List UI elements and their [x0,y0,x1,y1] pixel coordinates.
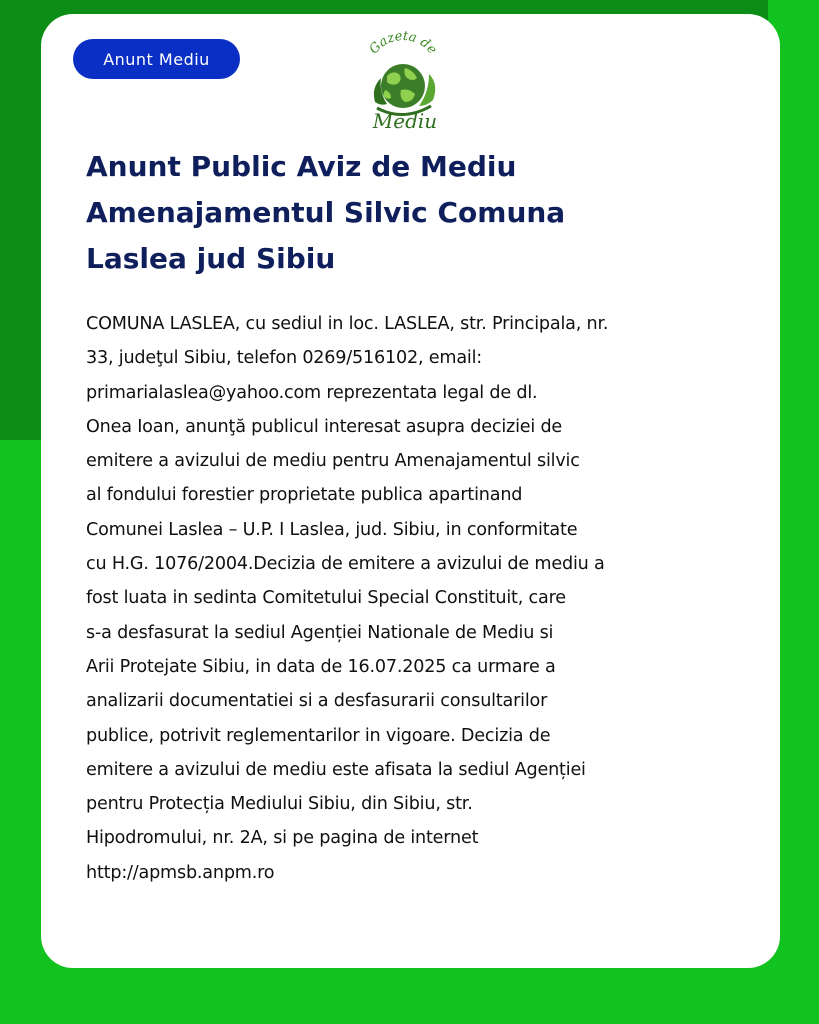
body-line: COMUNA LASLEA, cu sediul in loc. LASLEA, str. Principala, nr. [86,314,609,334]
body-line: Arii Protejate Sibiu, in data de 16.07.2025 ca urmare a [86,656,556,677]
title-line: Laslea jud Sibiu [86,242,336,275]
logo-top-text: Gazeta de [366,28,440,58]
body-line: al fondului forestier proprietate publica apartinand [86,485,523,506]
body-line: Onea Ioan, anunţă publicul interesat asupra deciziei de [86,416,563,437]
body-line: pentru Protecția Mediului Sibiu, din Sibiu, str. [86,794,473,815]
body-line: publice, potrivit reglementarilor in vigoare. Decizia de [86,725,551,746]
body-line: http://apmsb.anpm.ro [86,862,275,883]
article-title [86,144,726,282]
body-line: primarialaslea@yahoo.com reprezentata legal de dl. [86,382,538,403]
gazeta-de-mediu-logo [355,24,450,134]
globe-leaf-icon [355,24,450,134]
body-line: emitere a avizului de mediu este afisata la sediul Agenției [86,759,586,780]
body-line: Hipodromului, nr. 2A, si pe pagina de internet [86,828,479,849]
svg-text:Gazeta de [367,29,440,58]
body-line: s-a desfasurat la sediul Agenției Nationale de Mediu si [86,622,554,643]
article-body [86,307,761,890]
title-line: Amenajamentul Silvic Comuna [86,196,566,229]
body-line: analizarii documentatiei si a desfasurarii consultarilor [86,691,548,712]
body-line: Comunei Laslea – U.P. I Laslea, jud. Sibiu, in conformitate [86,519,578,540]
title-line: Anunt Public Aviz de Mediu [86,150,517,183]
body-line: 33, judeţul Sibiu, telefon 0269/516102, email: [86,348,483,369]
category-badge[interactable]: Anunt Mediu [73,39,240,79]
logo-bottom-text: Mediu [372,109,438,133]
body-line: emitere a avizului de mediu pentru Amenajamentul silvic [86,451,580,472]
body-line: cu H.G. 1076/2004.Decizia de emitere a avizului de mediu a [86,554,605,575]
body-line: fost luata in sedinta Comitetului Special Constituit, care [86,588,566,609]
